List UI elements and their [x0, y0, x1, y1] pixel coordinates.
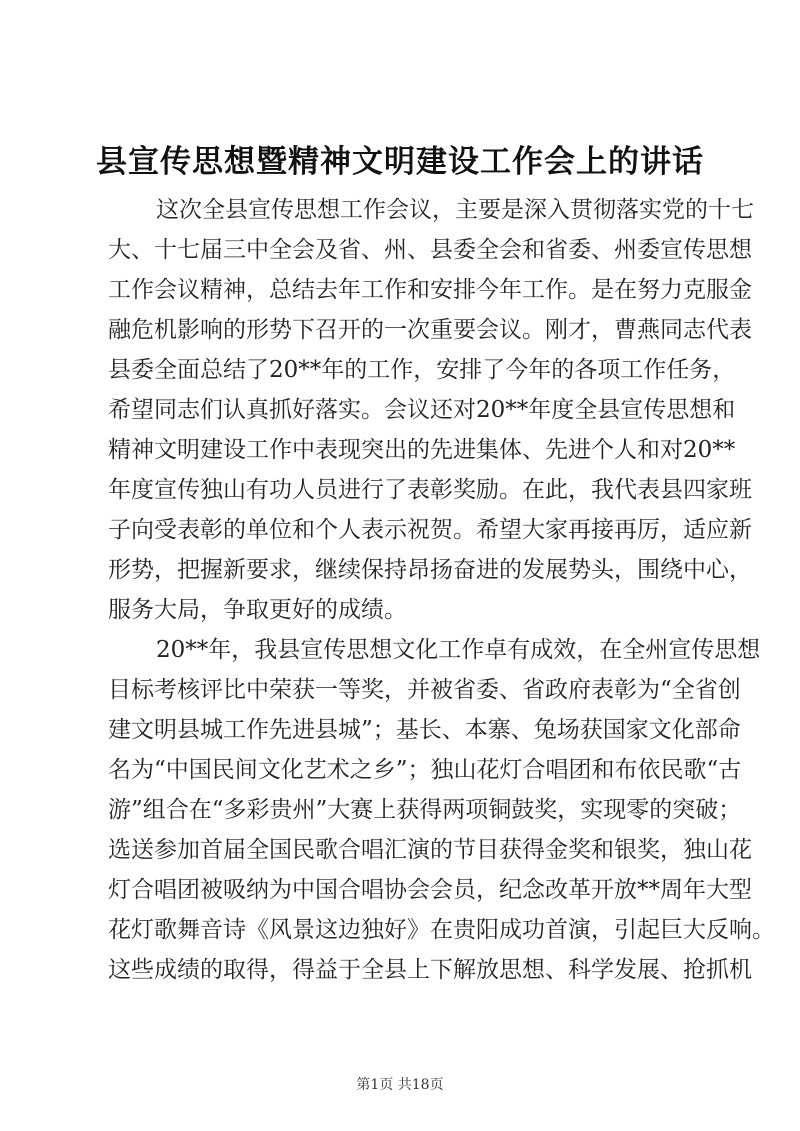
- paragraph-line: 这些成绩的取得，得益于全县上下解放思想、科学发展、抢抓机: [108, 957, 752, 983]
- paragraph-line: 年度宣传独山有功人员进行了表彰奖励。在此，我代表县四家班: [108, 477, 752, 503]
- paragraph-line: 目标考核评比中荣获一等奖，并被省委、省政府表彰为“全省创: [108, 677, 741, 703]
- paragraph-line: 工作会议精神，总结去年工作和安排今年工作。是在努力克服金: [108, 277, 752, 303]
- document-title: 县宣传思想暨精神文明建设工作会上的讲话: [96, 144, 704, 180]
- paragraph-line: 选送参加首届全国民歌合唱汇演的节目获得金奖和银奖，独山花: [108, 837, 752, 863]
- paragraph-line: 子向受表彰的单位和个人表示祝贺。希望大家再接再厉，适应新: [108, 517, 752, 543]
- paragraph-line: 大、十七届三中全会及省、州、县委全会和省委、州委宣传思想: [108, 237, 752, 263]
- paragraph-line: 形势，把握新要求，继续保持昂扬奋进的发展势头，围绕中心，: [108, 557, 752, 583]
- paragraph-line: 这次全县宣传思想工作会议，主要是深入贯彻落实党的十七: [156, 197, 754, 223]
- paragraph-line: 希望同志们认真抓好落实。会议还对20**年度全县宣传思想和: [108, 397, 736, 423]
- paragraph-line: 名为“中国民间文化艺术之乡”；独山花灯合唱团和布依民歌“古: [108, 757, 742, 783]
- paragraph-line: 灯合唱团被吸纳为中国合唱协会会员，纪念改革开放**周年大型: [108, 877, 752, 903]
- paragraph-line: 20**年，我县宣传思想文化工作卓有成效，在全州宣传思想: [156, 637, 761, 663]
- paragraph-line: 游”组合在“多彩贵州”大赛上获得两项铜鼓奖，实现零的突破；: [108, 797, 742, 823]
- paragraph-line: 精神文明建设工作中表现突出的先进集体、先进个人和对20**: [108, 437, 736, 463]
- document-body: [108, 190, 775, 990]
- paragraph-line: 花灯歌舞音诗《风景这边独好》在贵阳成功首演，引起巨大反响。: [108, 917, 775, 943]
- page-footer: 第1页 共18页: [356, 1077, 444, 1093]
- paragraph-line: 融危机影响的形势下召开的一次重要会议。刚才，曹燕同志代表: [108, 317, 752, 343]
- paragraph-line: 建文明县城工作先进县城”；基长、本寨、兔场获国家文化部命: [108, 717, 741, 743]
- paragraph-line: 县委全面总结了20**年的工作，安排了今年的各项工作任务，: [108, 357, 736, 383]
- paragraph-line: 服务大局，争取更好的成绩。: [108, 597, 407, 623]
